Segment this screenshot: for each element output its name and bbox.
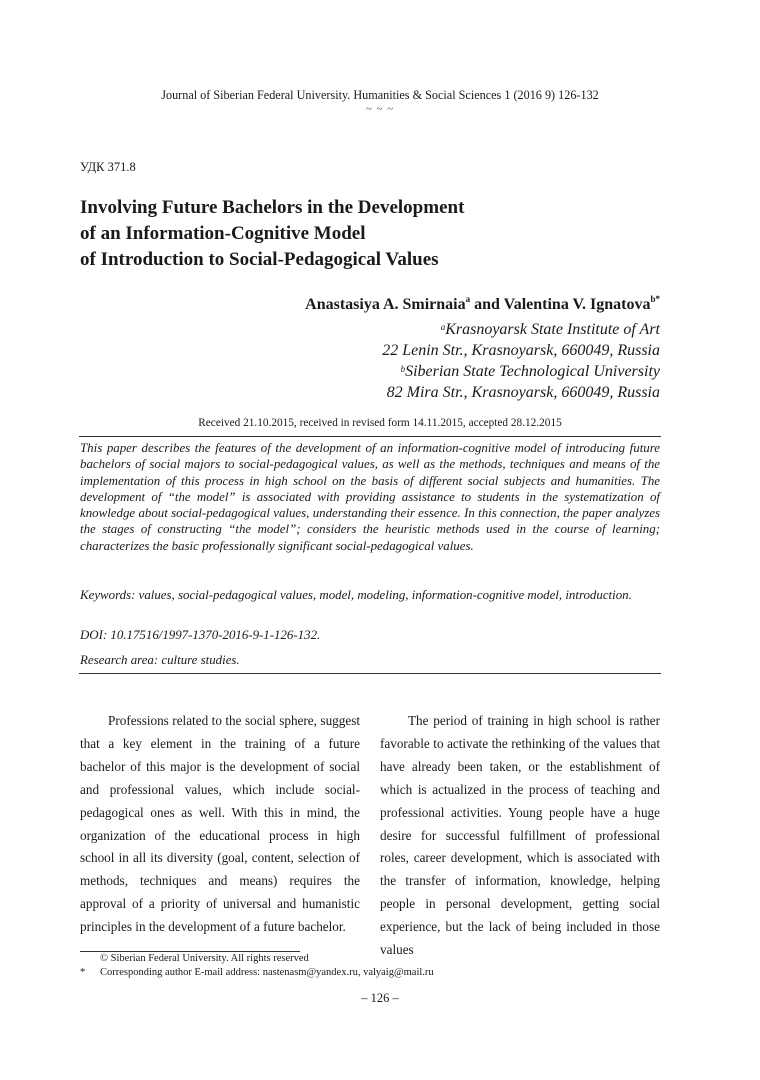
author-connector: and [470, 296, 504, 313]
abstract-top-rule [79, 436, 661, 437]
affiliation-a-address: 22 Lenin Str., Krasnoyarsk, 660049, Russia [382, 342, 660, 359]
title-line-3: of Introduction to Social-Pedagogical Values [80, 249, 439, 270]
authors [305, 296, 660, 314]
page-number: – 126 – [361, 991, 399, 1005]
author-1-marker: a [465, 294, 471, 304]
udk-code: УДК 371.8 [80, 160, 136, 174]
footnote-star: * [80, 967, 86, 978]
journal-header: Journal of Siberian Federal University. Humanities & Social Sciences 1 (2016 9) 126-132 [161, 88, 599, 102]
corresponding-author-text: Corresponding author E-mail address: nastenasm@yandex.ru, valyaig@mail.ru [100, 967, 434, 978]
header-separator: ~ ~ ~ [365, 103, 395, 115]
doi: DOI: 10.17516/1997-1370-2016-9-1-126-132. [80, 628, 321, 642]
author-2: Valentina V. Ignatova [503, 296, 651, 313]
abstract-bottom-rule [79, 673, 661, 674]
affiliation-b-name: $^b$Siberian State Technological University [400, 363, 660, 380]
body-paragraph: The period of training in high school is rather favorable to activate the rethinking of the values that have already been taken, or the establishment of which is actualized in the process of teaching and professional activities. Young people have a huge desire for successful fulfillment of professional roles, career development, which is associated with the transfer of information, knowledge, helping people in personal development, getting social experience, but the lack of being included in those values [380, 713, 660, 958]
affiliation-a-marker: a [440, 322, 446, 332]
affiliations [382, 319, 660, 403]
affiliation-b-marker: b [400, 364, 406, 374]
title-line-2: of an Information-Cognitive Model [80, 223, 366, 244]
affiliation-b-address: 82 Mira Str., Krasnoyarsk, 660049, Russia [386, 384, 660, 401]
copyright-footnote: © Siberian Federal University. All rights reserved [100, 953, 309, 964]
research-area: Research area: culture studies. [80, 653, 240, 667]
affiliation-a-name: $^a$Krasnoyarsk State Institute of Art [440, 321, 660, 338]
body-paragraph: Professions related to the social sphere, suggest that a key element in the training of a future bachelor of this major is the development of social and professional values, which include social-pedagogical ones as well. With this in mind, the organization of the educational process in high school in all its diversity (goal, content, selection of methods, techniques and means) requires the approval of a priority of universal and humanistic principles in the development of a future bachelor. [80, 713, 360, 935]
received-dates: Received 21.10.2015, received in revised form 14.11.2015, accepted 28.12.2015 [198, 417, 562, 429]
title-line-1: Involving Future Bachelors in the Development [80, 197, 465, 218]
abstract: This paper describes the features of the development of an information-cognitive model of introducing future bachelors of social majors to social-pedagogical values, as well as the methods, techniques and means of the implementation of this process in high school on the basis of different social subjects and humanities. The development of “the model” is associated with providing assistance to students in the systematization of knowledge about social-pedagogical values, understanding their essence. In this connection, the paper analyzes the stages of constructing “the model”; considers the heuristic methods used in the course of learning; characterizes the basic professionally significant social-pedagogical values. [80, 441, 660, 553]
author-2-marker: b* [650, 294, 660, 304]
keywords: Keywords: values, social-pedagogical values, model, modeling, information-cognitive model, introduction. [80, 588, 632, 602]
footnote-rule [80, 951, 300, 952]
author-1: Anastasiya A. Smirnaia [305, 296, 466, 313]
body-column-right [380, 710, 660, 962]
body-column-left [80, 710, 360, 939]
corresponding-author-footnote [80, 967, 434, 978]
paper-title [80, 195, 600, 273]
